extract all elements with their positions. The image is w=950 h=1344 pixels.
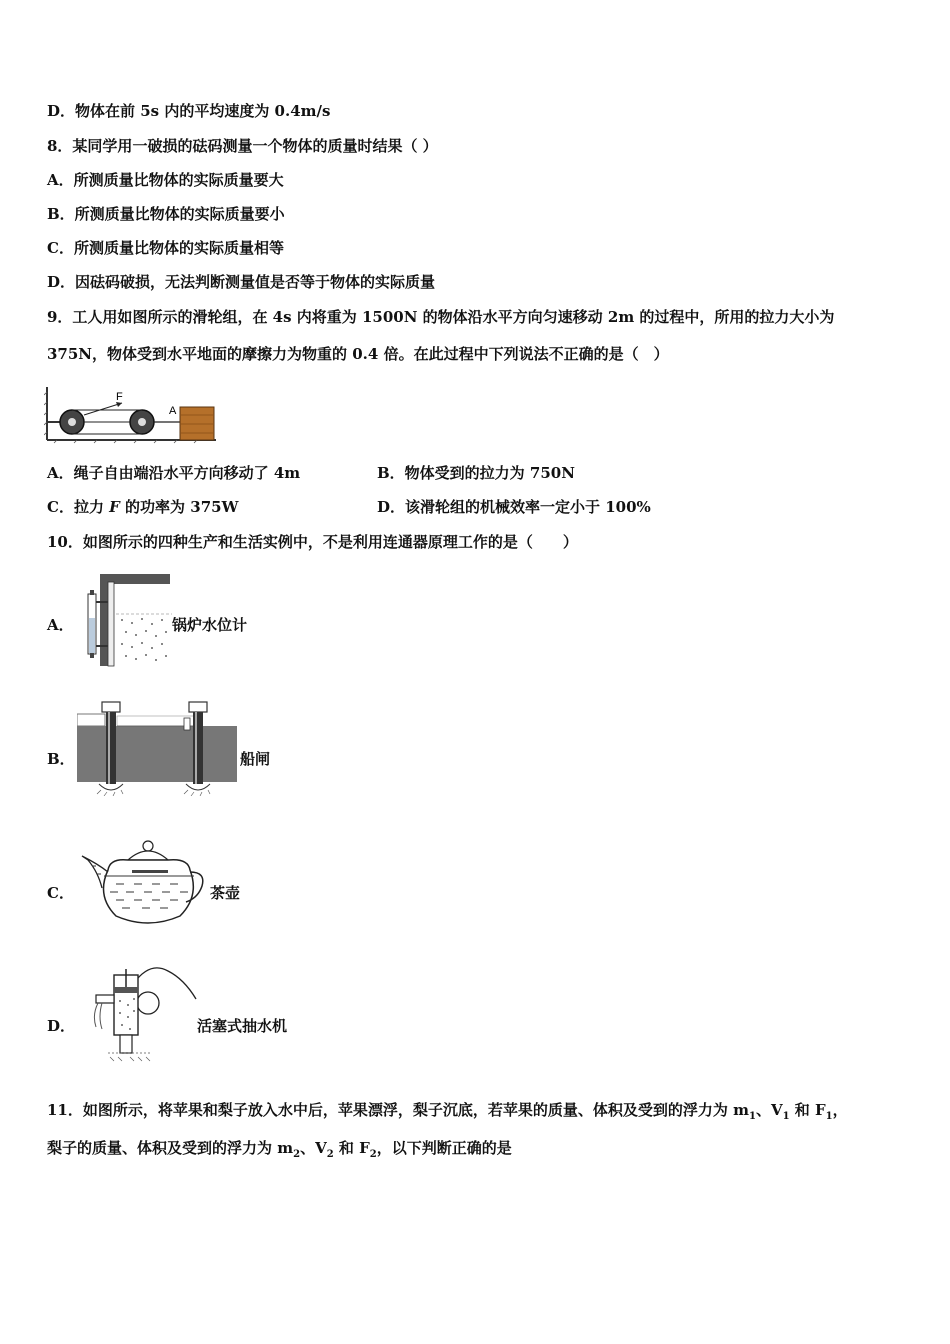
q11-stem-line1: 11．如图所示，将苹果和梨子放入水中后，苹果漂浮，梨子沉底，若苹果的质量、体积及受到的浮力为 $m_1$、$V_1$ 和 $F_1$， <box>47 1101 848 1122</box>
pull-arrow <box>84 403 122 415</box>
q8-option-b: B．所测质量比物体的实际质量要小 <box>47 205 285 223</box>
q10-a-label: 锅炉水位计 <box>172 616 248 634</box>
ship-lock-figure <box>77 698 242 796</box>
q9-option-b: B．物体受到的拉力为 750N <box>377 464 575 482</box>
q8-option-d: D．因砝码破损，无法判断测量值是否等于物体的实际质量 <box>47 273 436 291</box>
q10-stem: 10．如图所示的四种生产和生活实例中，不是利用连通器原理工作的是（ ） <box>47 533 578 551</box>
label-a: A <box>169 405 177 417</box>
q9-option-d: D．该滑轮组的机械效率一定小于 100% <box>377 498 651 516</box>
q10-d-label: 活塞式抽水机 <box>197 1017 288 1035</box>
q8-stem: 8．某同学用一破损的砝码测量一个物体的质量时结果（ ） <box>47 137 438 155</box>
q8-option-c: C．所测质量比物体的实际质量相等 <box>47 239 284 257</box>
q10-d-letter: D． <box>47 1017 76 1035</box>
q10-c-letter: C． <box>47 884 74 902</box>
q10-c-label: 茶壶 <box>210 884 241 902</box>
q10-b-letter: B． <box>47 750 75 768</box>
pulley-system-figure <box>44 385 219 445</box>
q8-option-a: A．所测质量比物体的实际质量要大 <box>47 171 284 189</box>
q7-option-d: D．物体在前 5s 内的平均速度为 0.4m/s <box>47 102 331 120</box>
q11-stem-line2: 梨子的质量、体积及受到的浮力为 $m_2$、$V_2$ 和 $F_2$，以下判断正确的是 <box>47 1139 512 1160</box>
piston-pump-figure <box>80 965 200 1065</box>
q10-b-label: 船闸 <box>240 750 271 768</box>
wooden-block <box>180 407 214 440</box>
label-f: F <box>116 391 123 403</box>
q9-stem-line2: 375N，物体受到水平地面的摩擦力为物重的 0.4 倍。在此过程中下列说法不正确的是（ ） <box>47 345 669 363</box>
q9-option-c: C．拉力 F 的功率为 375W <box>47 498 239 516</box>
q9-option-a: A．绳子自由端沿水平方向移动了 4m <box>47 464 301 482</box>
teapot-figure <box>80 836 210 931</box>
q9-stem-line1: 9．工人用如图所示的滑轮组，在 4s 内将重为 1500N 的物体沿水平方向匀速移动 2m 的过程中，所用的拉力大小为 <box>47 308 835 326</box>
q10-a-letter: A． <box>47 616 74 634</box>
boiler-gauge-figure <box>80 568 175 668</box>
